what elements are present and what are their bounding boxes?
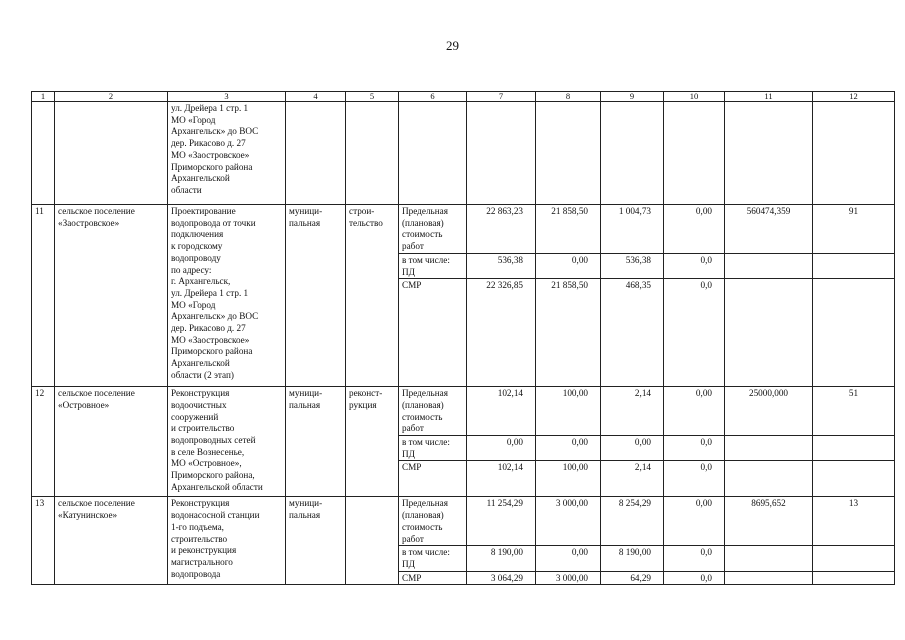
column-number: 4	[286, 92, 346, 102]
value-cell: 0,00	[664, 387, 725, 436]
value-cell: 560474,359	[725, 205, 813, 254]
value-cell: 2,14	[601, 461, 664, 497]
empty-cell	[813, 436, 895, 461]
value-cell: 0,0	[664, 436, 725, 461]
column-number: 8	[536, 92, 601, 102]
empty-cell	[813, 546, 895, 571]
value-cell: 1 004,73	[601, 205, 664, 254]
table-row	[32, 205, 895, 254]
value-cell: 91	[813, 205, 895, 254]
value-cell: 8 190,00	[467, 546, 536, 571]
column-number: 1	[32, 92, 55, 102]
column-number: 2	[55, 92, 168, 102]
row-number-cell: 11	[32, 205, 55, 387]
object-cell: Проектирование водопровода от точки подключения к городскому водопроводу по адресу: г. Архангельск, ул. Дрейера 1 стр. 1 МО «Город Архангельск» до ВОС дер. Рикасово д. 27 МО «Заостровское» Приморского района Архангельской области (2 этап)	[168, 205, 286, 387]
cost-type-cell: СМР	[399, 461, 467, 497]
value-cell: 0,0	[664, 571, 725, 585]
column-number: 10	[664, 92, 725, 102]
empty-cell	[725, 546, 813, 571]
column-number: 3	[168, 92, 286, 102]
cost-type-cell: в том числе: ПД	[399, 253, 467, 278]
work-type-cell: строи- тельство	[346, 205, 399, 387]
value-cell: 8 190,00	[601, 546, 664, 571]
value-cell: 0,00	[536, 436, 601, 461]
settlement-cell: сельское поселение «Заостровское»	[55, 205, 168, 387]
column-number: 9	[601, 92, 664, 102]
data-table	[31, 91, 895, 585]
value-cell: 2,14	[601, 387, 664, 436]
object-cell: ул. Дрейера 1 стр. 1 МО «Город Архангельск» до ВОС дер. Рикасово д. 27 МО «Заостровское» Приморского района Архангельской области	[168, 102, 286, 205]
column-number: 5	[346, 92, 399, 102]
column-number: 12	[813, 92, 895, 102]
value-cell: 0,00	[601, 436, 664, 461]
value-cell: 0,0	[664, 279, 725, 387]
table-row	[32, 497, 895, 546]
work-type-cell: реконст- рукция	[346, 387, 399, 497]
value-cell: 0,00	[664, 205, 725, 254]
empty-cell	[813, 571, 895, 585]
value-cell: 536,38	[601, 253, 664, 278]
empty-cell	[725, 279, 813, 387]
value-cell: 100,00	[536, 387, 601, 436]
ownership-cell: муници- пальная	[286, 205, 346, 387]
work-type-cell	[346, 497, 399, 585]
page-number: 29	[446, 38, 459, 53]
value-cell: 25000,000	[725, 387, 813, 436]
value-cell: 468,35	[601, 279, 664, 387]
empty-cell	[813, 253, 895, 278]
cost-type-cell: Предельная (плановая) стоимость работ	[399, 497, 467, 546]
column-number-row	[32, 92, 895, 102]
value-cell: 3 000,00	[536, 571, 601, 585]
row-number-cell: 12	[32, 387, 55, 497]
value-cell: 0,00	[536, 546, 601, 571]
settlement-cell: сельское поселение «Катунинское»	[55, 497, 168, 585]
value-cell: 13	[813, 497, 895, 546]
value-cell: 21 858,50	[536, 205, 601, 254]
value-cell: 0,0	[664, 253, 725, 278]
cost-type-cell: СМР	[399, 279, 467, 387]
empty-cell	[725, 436, 813, 461]
value-cell: 8 254,29	[601, 497, 664, 546]
row-number-cell: 13	[32, 497, 55, 585]
value-cell: 0,0	[664, 546, 725, 571]
ownership-cell: муници- пальная	[286, 497, 346, 585]
table-row	[32, 387, 895, 436]
empty-cell	[813, 279, 895, 387]
cost-type-cell: Предельная (плановая) стоимость работ	[399, 205, 467, 254]
value-cell: 21 858,50	[536, 279, 601, 387]
empty-cell	[725, 461, 813, 497]
value-cell: 22 863,23	[467, 205, 536, 254]
value-cell: 8695,652	[725, 497, 813, 546]
value-cell: 64,29	[601, 571, 664, 585]
column-number: 6	[399, 92, 467, 102]
value-cell: 0,00	[664, 497, 725, 546]
object-cell: Реконструкция водоочистных сооружений и строительство водопроводных сетей в селе Вознесенье, МО «Островное», Приморского района, Архангельской области	[168, 387, 286, 497]
column-number: 11	[725, 92, 813, 102]
value-cell: 3 000,00	[536, 497, 601, 546]
empty-cell	[813, 461, 895, 497]
cost-type-cell: в том числе: ПД	[399, 546, 467, 571]
continuation-row	[32, 102, 895, 205]
value-cell: 0,0	[664, 461, 725, 497]
object-cell: Реконструкция водонасосной станции 1-го подъема, строительство и реконструкция магистрального водопровода	[168, 497, 286, 585]
cost-type-cell: в том числе: ПД	[399, 436, 467, 461]
value-cell: 0,00	[536, 253, 601, 278]
settlement-cell: сельское поселение «Островное»	[55, 387, 168, 497]
column-number: 7	[467, 92, 536, 102]
ownership-cell: муници- пальная	[286, 387, 346, 497]
value-cell: 3 064,29	[467, 571, 536, 585]
empty-cell	[725, 253, 813, 278]
value-cell: 51	[813, 387, 895, 436]
value-cell: 102,14	[467, 461, 536, 497]
value-cell: 11 254,29	[467, 497, 536, 546]
value-cell: 100,00	[536, 461, 601, 497]
value-cell: 102,14	[467, 387, 536, 436]
value-cell: 22 326,85	[467, 279, 536, 387]
empty-cell	[725, 571, 813, 585]
cost-type-cell: Предельная (плановая) стоимость работ	[399, 387, 467, 436]
value-cell: 536,38	[467, 253, 536, 278]
value-cell: 0,00	[467, 436, 536, 461]
cost-type-cell: СМР	[399, 571, 467, 585]
